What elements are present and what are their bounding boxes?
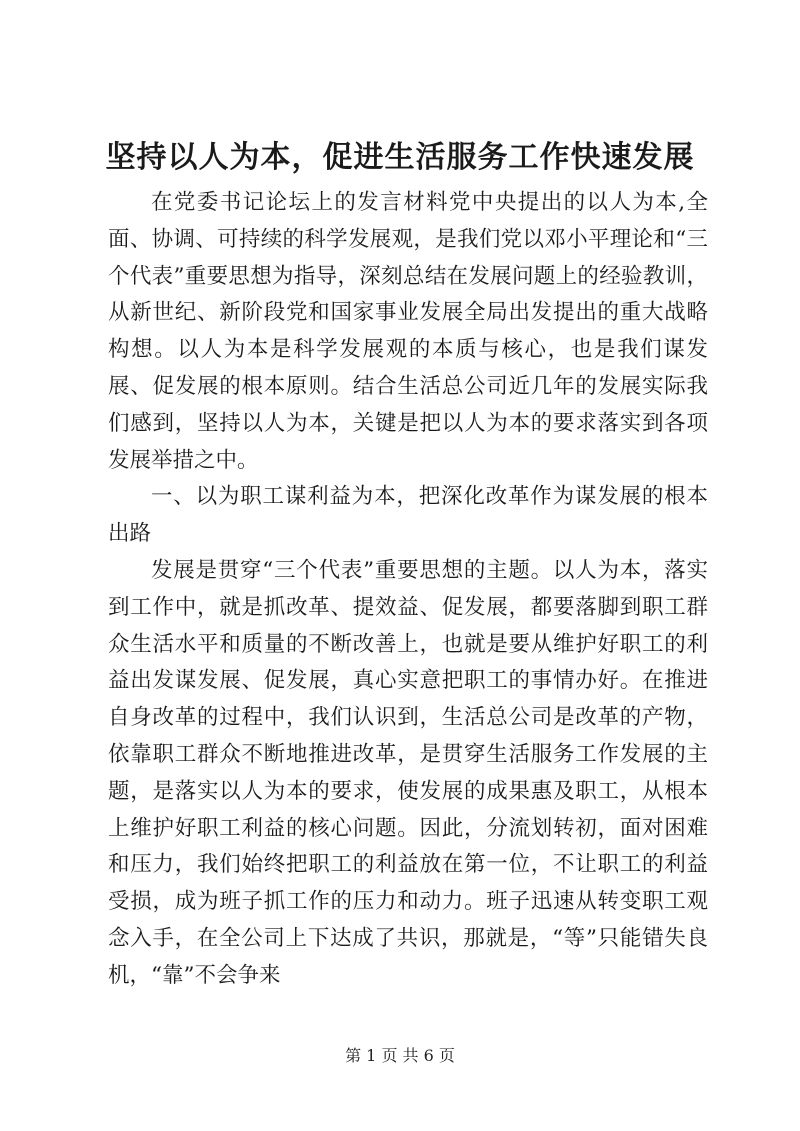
section-heading: 一、以为职工谋利益为本，把深化改革作为谋发展的根本出路 bbox=[108, 484, 708, 547]
page-footer: 第 1 页 共 6 页 bbox=[345, 1046, 455, 1065]
paragraph-intro: 在党委书记论坛上的发言材料党中央提出的以人为本,全面、协调、可持续的科学发展观，是我们党以邓小平理论和“三个代表”重要思想为指导，深刻总结在发展问题上的经验教训，从新世纪、新阶段党和国家事业发展全局出发提出的重大战略构想。以人为本是科学发展观的本质与核心，也是我们谋发展、促发展的根本原则。结合生活总公司近几年的发展实际我们感到，坚持以人为本，关键是把以人为本的要求落实到各项发展举措之中。 bbox=[108, 190, 708, 473]
paragraph-development: 发展是贯穿“三个代表”重要思想的主题。以人为本，落实到工作中，就是抓改革、提效益、促发展，都要落脚到职工群众生活水平和质量的不断改善上，也就是要从维护好职工的利益出发谋发展、促发展，真心实意把职工的事情办好。在推进自身改革的过程中，我们认识到，生活总公司是改革的产物，依靠职工群众不断地推进改革，是贯穿生活服务工作发展的主题，是落实以人为本的要求，使发展的成果惠及职工，从根本上维护好职工利益的核心问题。因此，分流划转初，面对困难和压力，我们始终把职工的利益放在第一位，不让职工的利益受损，成为班子抓工作的压力和动力。班子迅速从转变职工观念入手，在全公司上下达成了共识，那就是，“等”只能错失良机，“靠”不会争来 bbox=[108, 557, 708, 988]
document-body bbox=[108, 185, 708, 995]
document-title: 坚持以人为本，促进生活服务工作快速发展 bbox=[105, 140, 695, 175]
